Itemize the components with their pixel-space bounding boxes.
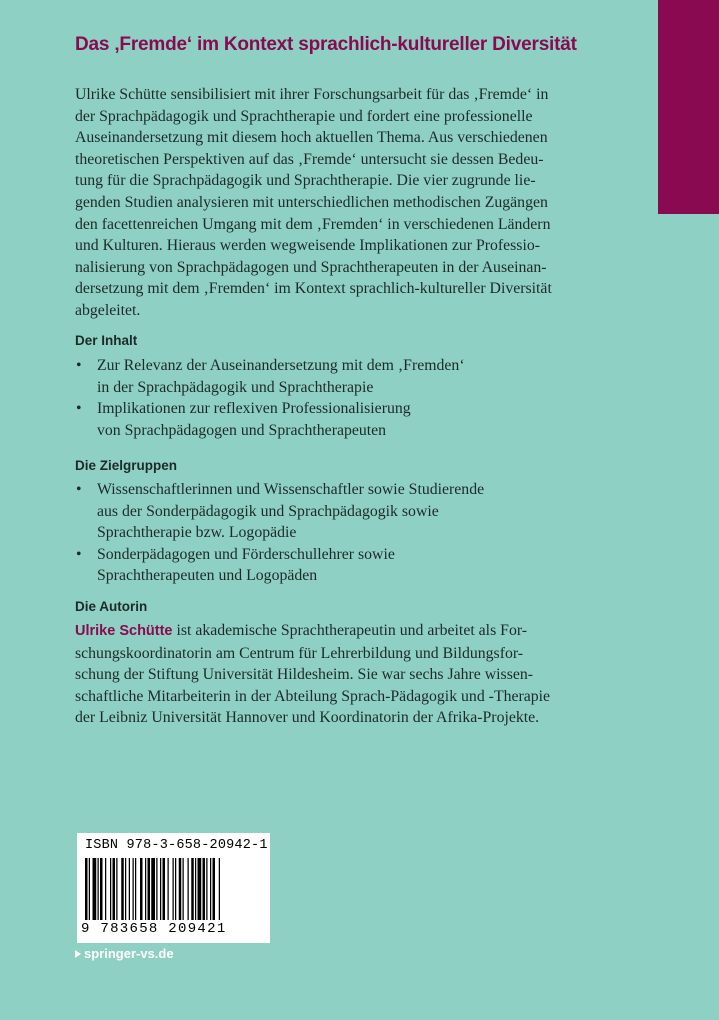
barcode-bar [213,858,216,920]
barcode-bar [85,858,88,920]
barcode-bar [156,858,157,920]
barcode-bar [183,858,184,920]
intro-line: Auseinandersetzung mit diesem hoch aktuellen Thema. Aus verschiedenen [75,129,548,147]
author-bio-line: schungskoordinatorin am Centrum für Lehrerbildung und Bildungsfor- [75,644,524,662]
intro-line: nalisierung von Sprachpädagogen und Sprachtherapeuten in der Auseinan- [75,258,547,276]
arrow-right-icon [75,950,81,958]
list-item [75,398,611,441]
barcode-bar [145,858,146,920]
barcode-bar [135,858,136,920]
list-item-line: von Sprachpädagogen und Sprachtherapeuten [97,421,387,439]
barcode-bar [198,858,202,920]
author-bio-line: schaftliche Mitarbeiterin in der Abteilung Sprach-Pädagogik und -Therapie [75,687,551,705]
barcode-bar [195,858,196,920]
intro-line: theoretischen Perspektiven auf das ‚Fremde‘ untersucht sie dessen Bedeu- [75,150,544,168]
barcode-bar [100,858,103,920]
barcode-bar [116,858,117,920]
barcode-bar [113,858,116,920]
list-item-line: aus der Sonderpädagogik und Sprachpädagogik sowie [97,502,439,520]
author-bio-line [75,620,611,643]
list-item [75,479,611,544]
intro-line: der Sprachpädagogik und Sprachtherapie und fordert eine professionelle [75,107,533,125]
barcode-bar [148,858,151,920]
barcode-bar [133,858,134,920]
barcode-bar [110,858,111,920]
barcode-bar [219,858,220,920]
zielgruppen-list [75,479,611,587]
list-item-line: Sprachtherapeuten und Logopäden [97,567,318,585]
barcode-bar [179,858,182,920]
autorin-heading: Die Autorin [75,599,148,614]
list-item-line: • Sonderpädagogen und Förderschullehrer sowie [97,545,395,563]
list-item-line: Sprachtherapie bzw. Logopädie [97,524,297,542]
list-item [75,544,611,587]
list-item-line: • Implikationen zur reflexiven Professionalisierung [97,400,411,418]
author-bio [75,620,611,729]
barcode-bar [206,858,207,920]
barcode-bar [121,858,124,920]
intro-line: und Kulturen. Hieraus werden wegweisende Implikationen zur Professio- [75,237,540,255]
barcode-bar [125,858,126,920]
barcode-bar [151,858,155,920]
list-item-line: • Zur Relevanz der Auseinandersetzung mit dem ‚Fremden‘ [97,357,465,374]
barcode-bar [89,858,90,920]
zielgruppen-heading: Die Zielgruppen [75,458,178,473]
barcode-bar [168,858,169,920]
isbn-label: ISBN 978-3-658-20942-1 [85,838,268,853]
list-item-line: • Wissenschaftlerinnen und Wissenschaftler sowie Studierende [97,481,485,498]
author-bio-line: der Leibniz Universität Hannover und Koordinatorin der Afrika-Projekte. [75,709,540,727]
intro-paragraph [75,84,611,322]
back-cover-title: Das ‚Fremde‘ im Kontext sprachlich-kultureller Diversität [75,34,577,55]
barcode-bar [93,858,97,920]
barcode-bar [160,858,161,920]
intro-line: tung für die Sprachpädagogik und Sprachtherapie. Die vier zugrunde lie- [75,172,536,190]
accent-bar [658,0,719,214]
intro-line: den facettenreichen Umgang mit dem ‚Fremden‘ in verschiedenen Ländern [75,215,551,233]
intro-line: Ulrike Schütte sensibilisiert mit ihrer Forschungsarbeit für das ‚Fremde‘ in [75,86,549,103]
inhalt-list [75,355,611,441]
barcode-bar [203,858,206,920]
barcode-bar [140,858,143,920]
author-name: Ulrike Schütte [75,623,173,639]
barcode-bar [188,858,189,920]
publisher-website-text: springer-vs.de [84,946,174,961]
list-item-line: in der Sprachpädagogik und Sprachtherapie [97,378,374,396]
author-bio-text: ist akademische Sprachtherapeutin und arbeitet als For- [172,622,528,639]
barcode-bar [173,858,174,920]
barcode-digits: 9 783658 209421 [81,921,227,937]
barcode-bar [210,858,211,920]
publisher-website[interactable] [75,946,174,961]
intro-line: dersetzung mit dem ‚Fremden‘ im Kontext sprachlich-kultureller Diversität [75,280,552,298]
intro-line: abgeleitet. [75,301,141,319]
barcode-bar [98,858,99,920]
isbn-barcode [77,833,270,943]
barcode-bar [191,858,194,920]
list-item [75,355,611,398]
intro-line: genden Studien analysieren mit unterschiedlichen methodischen Zugängen [75,193,548,211]
inhalt-heading: Der Inhalt [75,333,138,348]
barcode-bar [129,858,130,920]
author-bio-line: schung der Stiftung Universität Hildesheim. Sie war sechs Jahre wissen- [75,666,534,684]
barcode-bar [105,858,106,920]
barcode-bar [163,858,166,920]
barcode-bar [175,858,176,920]
barcode-bars [85,858,261,920]
